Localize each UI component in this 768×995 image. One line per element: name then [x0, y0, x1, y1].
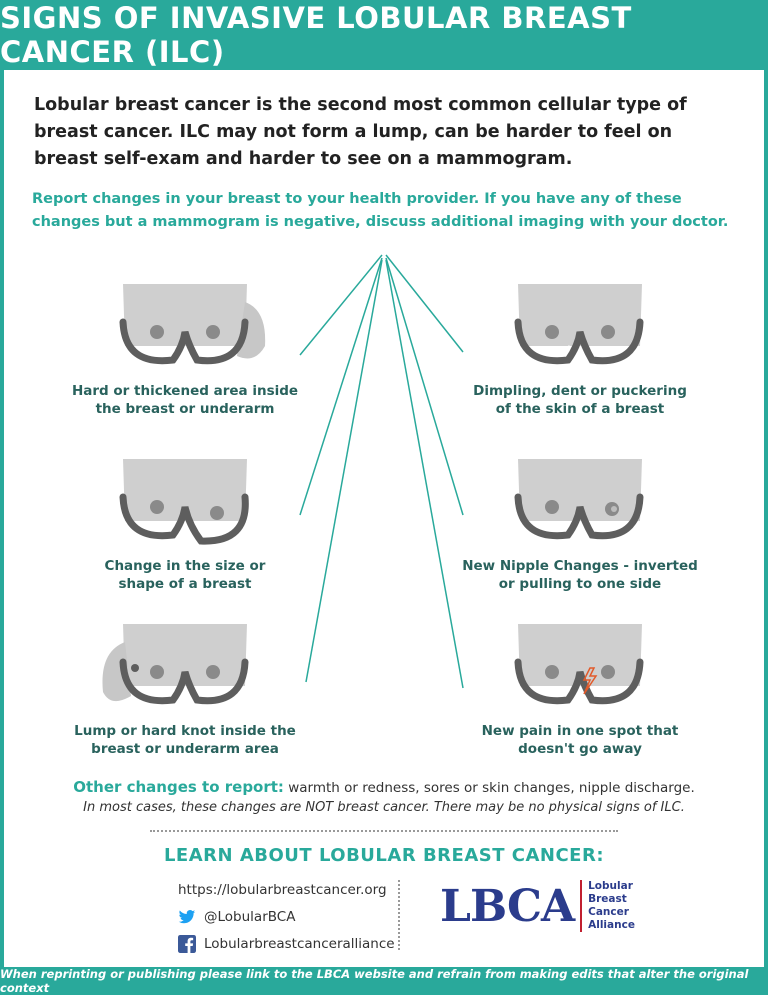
- vertical-divider: [398, 880, 400, 950]
- other-changes: [0, 778, 768, 796]
- learn-heading: LEARN ABOUT LOBULAR BREAST CANCER:: [163, 845, 605, 866]
- caption-line: Hard or thickened area inside: [71, 383, 299, 399]
- torso-illustration: [85, 622, 285, 718]
- sign-dimpling: [455, 282, 705, 418]
- connector-line: [300, 255, 382, 355]
- footer-banner: [0, 967, 768, 995]
- caption-line: Dimpling, dent or puckering: [473, 383, 687, 399]
- twitter-handle[interactable]: @LobularBCA: [204, 908, 296, 925]
- caption-line: of the skin of a breast: [495, 401, 665, 417]
- logo-name: [580, 880, 635, 932]
- other-changes-text: warmth or redness, sores or skin changes, nipple discharge.: [283, 780, 695, 796]
- caption-line: the breast or underarm: [95, 401, 275, 417]
- connector-line: [306, 260, 382, 682]
- website-text[interactable]: https://lobularbreastcancer.org: [178, 881, 387, 898]
- torso-illustration: [85, 457, 285, 553]
- divider: [150, 830, 618, 832]
- website-link[interactable]: [178, 876, 395, 903]
- caption-line: shape of a breast: [118, 576, 252, 592]
- caption-line: Change in the size or: [104, 558, 266, 574]
- facebook-icon: [178, 935, 196, 953]
- torso-illustration: [480, 457, 680, 553]
- torso-illustration: [85, 282, 285, 378]
- connector-line: [300, 258, 382, 515]
- facebook-link[interactable]: [178, 930, 395, 957]
- footer-text: When reprinting or publishing please link to the LBCA website and refrain from making edits that alter the original context: [0, 967, 749, 995]
- other-changes-label: Other changes to report:: [73, 778, 284, 796]
- caption-line: breast or underarm area: [91, 741, 279, 757]
- reassurance-note: In most cases, these changes are NOT breast cancer. There may be no physical signs of ILC.: [83, 800, 685, 815]
- caption-line: Lump or hard knot inside the: [74, 723, 296, 739]
- sign-pain: [455, 622, 705, 758]
- logo-line: Alliance: [588, 919, 635, 931]
- page-title: SIGNS OF INVASIVE LOBULAR BREAST CANCER (ILC): [0, 1, 632, 69]
- sign-caption: [455, 382, 705, 418]
- facebook-page[interactable]: Lobularbreastcanceralliance: [204, 935, 395, 952]
- logo-line: Cancer: [588, 906, 629, 918]
- intro-paragraph: Lobular breast cancer is the second most common cellular type of breast cancer. ILC may not form a lump, can be harder to feel on breast self-exam and harder to see on a mammogram.: [34, 95, 687, 169]
- connector-line: [386, 255, 463, 352]
- sign-lump: [60, 622, 310, 758]
- caption-line: or pulling to one side: [498, 576, 662, 592]
- sign-caption: [60, 382, 310, 418]
- logo-line: Breast: [588, 893, 627, 905]
- sign-hard-area: [60, 282, 310, 418]
- torso-illustration: [480, 622, 680, 718]
- twitter-icon: [178, 908, 196, 926]
- twitter-link[interactable]: [178, 903, 395, 930]
- torso-illustration: [480, 282, 680, 378]
- lbca-logo: [440, 880, 635, 932]
- sign-caption: [60, 557, 310, 593]
- sign-caption: [455, 557, 705, 593]
- caption-line: New Nipple Changes - inverted: [462, 558, 698, 574]
- logo-line: Lobular: [588, 880, 633, 892]
- sign-caption: [455, 722, 705, 758]
- sign-size-change: [60, 457, 310, 593]
- report-instructions: Report changes in your breast to your health provider. If you have any of these changes but a mammogram is negative, discuss additional imaging with your doctor.: [32, 191, 729, 230]
- caption-line: New pain in one spot that: [481, 723, 679, 739]
- sign-nipple-changes: [455, 457, 705, 593]
- logo-mark: LBCA: [440, 880, 575, 932]
- caption-line: doesn't go away: [518, 741, 642, 757]
- sign-caption: [60, 722, 310, 758]
- contact-links: [178, 876, 395, 957]
